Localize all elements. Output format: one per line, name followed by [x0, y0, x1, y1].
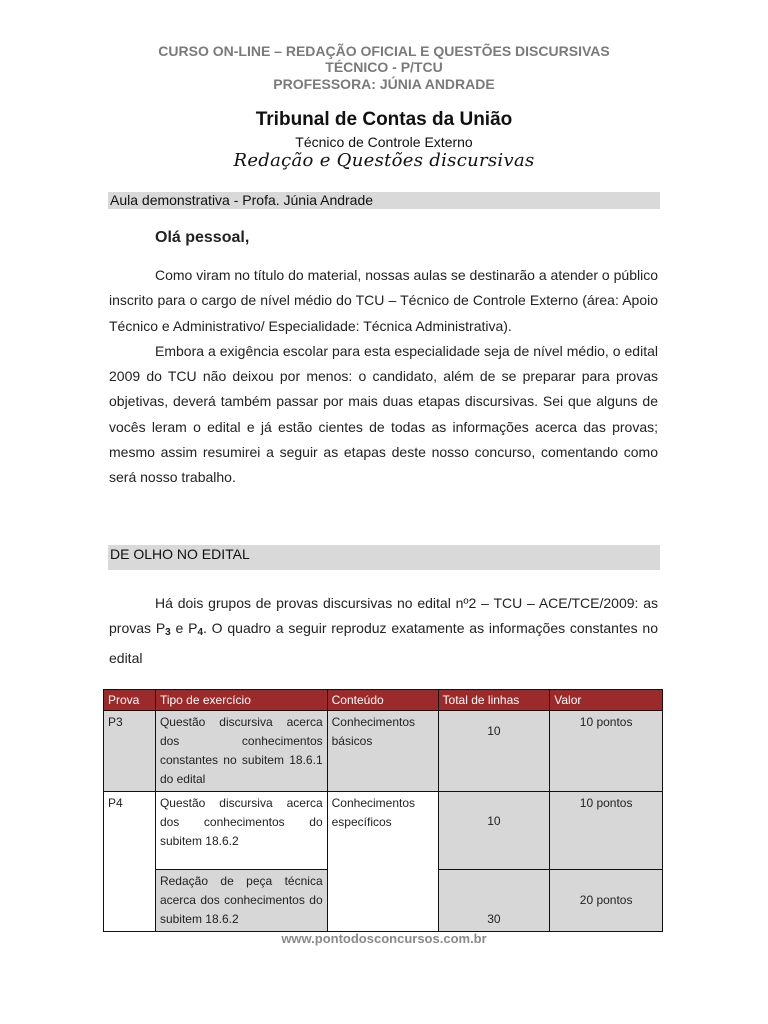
intro-paragraph-2: Embora a exigência escolar para esta especialidade seja de nível médio, o edital 2009 do TCU não deixou por menos: o candidato, além de se preparar para provas objetivas, deverá também passar por mais duas etapas discursivas. Sei que alguns de vocês leram o edital e já estão cientes de todas as informações acerca das provas; mesmo assim resumirei a seguir as etapas deste nosso concurso, comentando como será nosso trabalho. [109, 342, 658, 486]
cell-linhas: 10 [438, 792, 550, 870]
cell-tipo: Redação de peça técnica acerca dos conhecimentos do subitem 18.6.2 [155, 870, 327, 932]
cell-conteudo: Conhecimentos básicos [327, 711, 438, 792]
cell-tipo: Questão discursiva acerca dos conhecimentos constantes no subitem 18.6.1 do edital [155, 711, 327, 792]
cell-prova: P3 [104, 711, 156, 792]
col-header-prova: Prova [104, 690, 156, 711]
cell-valor: 20 pontos [550, 870, 663, 932]
header-teacher-line: PROFESSORA: JÚNIA ANDRADE [273, 76, 495, 92]
cell-valor: 10 pontos [550, 792, 663, 870]
col-header-conteudo: Conteúdo [327, 690, 438, 711]
cell-linhas: 30 [438, 870, 550, 932]
table-row [104, 711, 663, 792]
cell-linhas: 10 [438, 711, 550, 792]
lesson-bar: Aula demonstrativa - Profa. Júnia Andrade [108, 192, 660, 209]
document-title: Tribunal de Contas da União [255, 109, 513, 130]
header-level-line: TÉCNICO - P/TCU [325, 59, 443, 75]
exam-table [103, 689, 663, 932]
intro-paragraph-1: Como viram no título do material, nossas aulas se destinarão a atender o público inscrito para o cargo de nível médio do TCU – Técnico de Controle Externo (área: Apoio Técnico e Administrativo/ Especialidade: Técnica Administrativa). [109, 267, 658, 334]
document-script-title: Redação e Questões discursivas [233, 150, 535, 171]
document-subtitle: Técnico de Controle Externo [295, 134, 473, 150]
greeting: Olá pessoal, [155, 229, 250, 246]
table-header-row [104, 690, 663, 711]
cell-valor: 10 pontos [550, 711, 663, 792]
footer-url: www.pontodosconcursos.com.br [281, 931, 487, 946]
header-course-line: CURSO ON-LINE – REDAÇÃO OFICIAL E QUESTÕES DISCURSIVAS [158, 43, 610, 59]
col-header-linhas: Total de linhas [438, 690, 550, 711]
cell-tipo: Questão discursiva acerca dos conhecimentos do subitem 18.6.2 [155, 792, 327, 870]
col-header-tipo: Tipo de exercício [155, 690, 327, 711]
col-header-valor: Valor [550, 690, 663, 711]
cell-conteudo: Conhecimentos específicos [327, 792, 438, 932]
cell-prova: P4 [104, 792, 156, 932]
edital-paragraph: Há dois grupos de provas discursivas no edital nº2 – TCU – ACE/TCE/2009: as provas $P_3$ e $P_4$. O quadro a seguir reproduz exatamente as informações constantes no edital [109, 595, 658, 666]
table-row [104, 792, 663, 870]
section-bar: DE OLHO NO EDITAL [108, 545, 660, 570]
intro-text [109, 263, 658, 491]
